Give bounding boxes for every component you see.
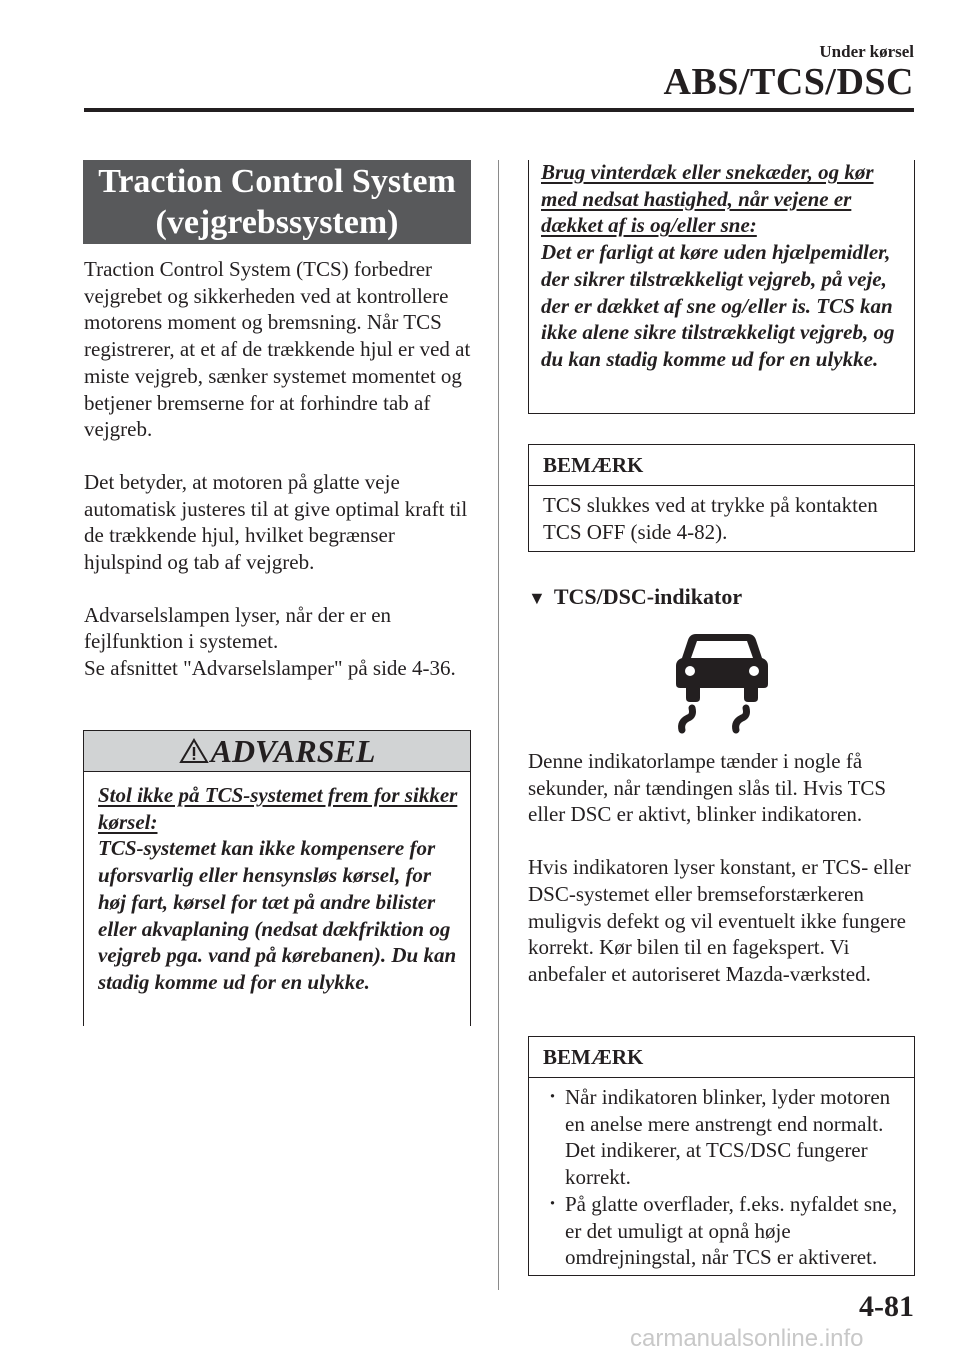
note-2-header: BEMÆRK	[529, 1037, 914, 1078]
paragraph-warning-lamp: Advarselslampen lyser, når der er en fejlfunktion i systemet.	[84, 602, 392, 654]
section-title-line2: (vejgrebssystem)	[155, 204, 399, 241]
list-item: · På glatte overflader, f.eks. nyfaldet sne, er det umuligt at opnå høje omdrejningstal, når TCS er aktiveret.	[543, 1191, 904, 1271]
paragraph-intro: Traction Control System (TCS) forbedrer vejgrebet og sikkerheden ved at kontrollere motorens moment og bremsning. Når TCS registrerer, at et af de trækkende hjul er ved at miste vejgreb, sænker systemet momentet og betjener bremserne for at forhindre tab af vejgreb.	[84, 257, 471, 442]
header-title: ABS/TCS/DSC	[663, 61, 914, 103]
column-divider	[498, 160, 499, 1290]
warning-text: TCS-systemet kan ikke kompensere for uforsvarlig eller hensynsløs kørsel, for høj fart, kørsel for tæt på andre bilister eller akvaplaning (nedsat dækfriktion og vejgreb pga. vand på kørebanen). Du kan stadig komme ud for en ulykke.	[98, 836, 457, 994]
paragraph-slippery: Det betyder, at motoren på glatte veje automatisk justeres til at give optimal kraft til de trækkende hjul, hvilket begrænser hjulspind og tab af vejgreb.	[84, 469, 468, 575]
right-body-text	[528, 748, 918, 1014]
tcs-dsc-skid-car-icon	[672, 626, 772, 736]
note-box-2	[528, 1036, 915, 1276]
watermark: carmanualsonline.info	[630, 1325, 864, 1352]
list-item: · Når indikatoren blinker, lyder motoren en anelse mere anstrengt end normalt. Det indikerer, at TCS/DSC fungerer korrekt.	[543, 1084, 904, 1191]
note-2-body	[529, 1078, 914, 1279]
caution-text: Det er farligt at køre uden hjælpemidler, der sikrer tilstrækkeligt vejgreb, på veje, der er dækket af sne og/eller is. TCS kan ikke alene sikre tilstrækkeligt vejgreb, og du kan stadig komme ud for en ulykke.	[541, 240, 895, 371]
tcs-dsc-indicator-graphic	[672, 626, 772, 736]
header-subtitle: Under kørsel	[819, 42, 914, 61]
paragraph-indicator-constant: Hvis indikatoren lyser konstant, er TCS- eller DSC-systemet eller bremseforstærkeren muligvis defekt og vil eventuelt ikke fungere korrekt. Kør bilen til en fagekspert. Vi anbefaler et autoriseret Mazda-værksted.	[528, 855, 911, 986]
indicator-section-title: TCS/DSC-indikator	[553, 584, 743, 609]
note-2-list	[543, 1084, 904, 1271]
left-body-text	[84, 256, 474, 708]
section-marker: ▼	[528, 588, 546, 608]
section-title-box	[83, 160, 471, 244]
page-number: 4-81	[859, 1290, 914, 1323]
note-box-1	[528, 444, 915, 552]
warning-box	[83, 730, 471, 1026]
warning-body	[84, 772, 470, 996]
section-title-line1: Traction Control System	[98, 163, 456, 200]
note-1-header: BEMÆRK	[529, 445, 914, 486]
header-rule	[84, 108, 914, 112]
warning-label: ADVARSEL	[210, 733, 376, 769]
warning-triangle-icon	[179, 738, 209, 764]
caution-box	[528, 160, 915, 414]
indicator-section-heading	[528, 584, 742, 610]
warning-header	[84, 731, 470, 772]
warning-heading: Stol ikke på TCS-systemet frem for sikker kørsel:	[98, 783, 458, 834]
paragraph-see-section: Se afsnittet "Advarselslamper" på side 4-36.	[84, 656, 456, 681]
paragraph-indicator-on: Denne indikatorlampe tænder i nogle få sekunder, når tændingen slås til. Hvis TCS eller DSC er aktivt, blinker indikatoren.	[528, 749, 887, 827]
note-1-text: TCS slukkes ved at trykke på kontakten TCS OFF (side 4-82).	[543, 493, 878, 544]
caution-heading: Brug vinterdæk eller snekæder, og kør med nedsat hastighed, når vejene er dækket af is og/eller sne:	[541, 160, 874, 238]
